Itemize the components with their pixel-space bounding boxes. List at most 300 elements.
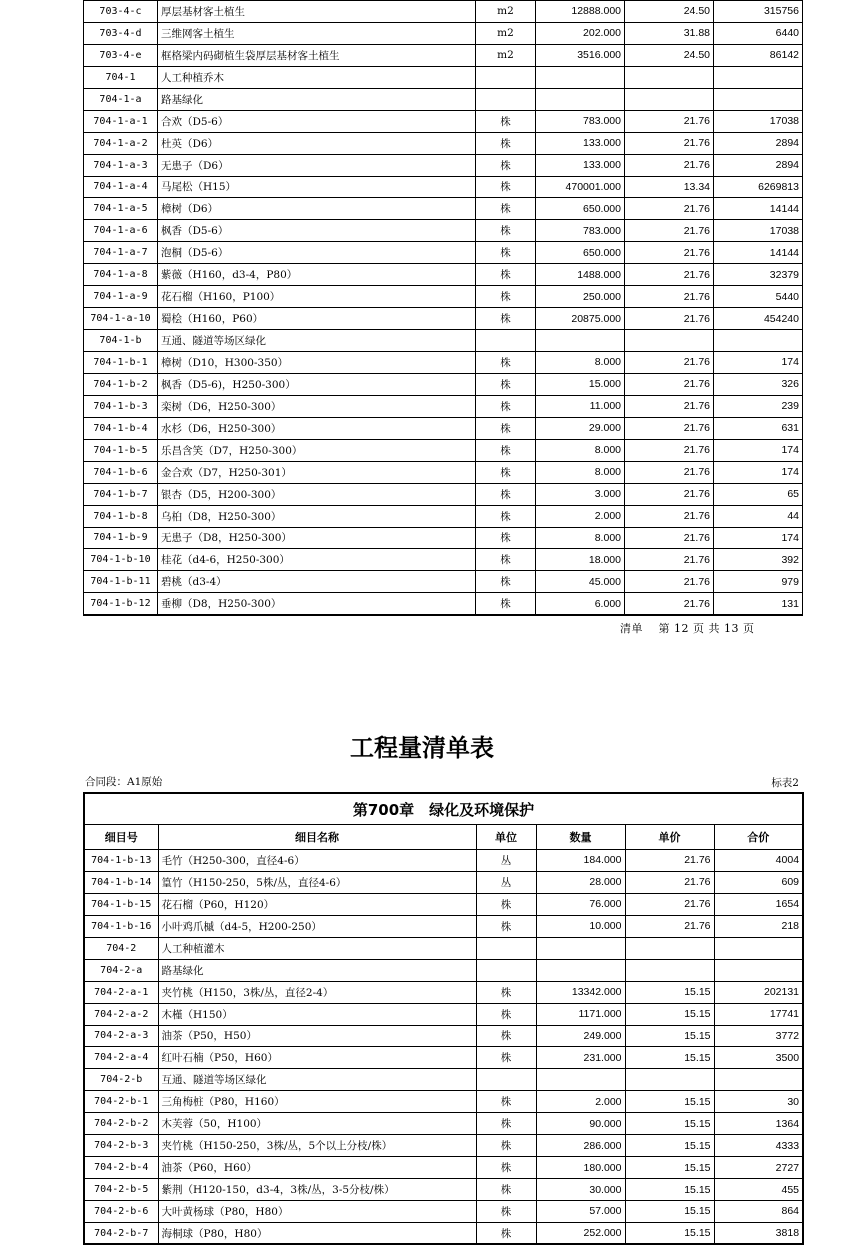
cell-unit: 株 — [476, 571, 536, 593]
cell-code: 704-2-a-1 — [84, 981, 158, 1003]
table-row — [84, 850, 803, 872]
cell-code: 704-1-a-6 — [84, 220, 158, 242]
cell-qty: 57.000 — [536, 1201, 625, 1223]
quantity-table-page-13 — [83, 792, 804, 1245]
cell-qty — [536, 1069, 625, 1091]
cell-code: 704-2-a-2 — [84, 1003, 158, 1025]
cell-code: 704-1-b-2 — [84, 373, 158, 395]
cell-total: 30 — [714, 1091, 803, 1113]
cell-qty — [536, 959, 625, 981]
cell-qty: 184.000 — [536, 850, 625, 872]
cell-name: 红叶石楠（P50，H60） — [158, 1047, 476, 1069]
cell-price: 15.15 — [625, 1201, 714, 1223]
cell-price: 15.15 — [625, 1135, 714, 1157]
chapter-row — [84, 793, 803, 825]
cell-price: 21.76 — [625, 461, 714, 483]
cell-price: 21.76 — [625, 483, 714, 505]
cell-unit: 株 — [476, 154, 536, 176]
cell-price: 21.76 — [625, 132, 714, 154]
cell-code: 704-1-b-14 — [84, 871, 158, 893]
cell-price: 31.88 — [625, 22, 714, 44]
table-row — [84, 527, 803, 549]
cell-price: 15.15 — [625, 981, 714, 1003]
cell-total: 5440 — [714, 286, 803, 308]
cell-total: 6440 — [714, 22, 803, 44]
cell-code: 704-1-a-5 — [84, 198, 158, 220]
cell-unit: 株 — [476, 220, 536, 242]
cell-price: 13.34 — [625, 176, 714, 198]
cell-code: 703-4-c — [84, 1, 158, 23]
cell-price: 15.15 — [625, 1157, 714, 1179]
page-title: 工程量清单表 — [350, 734, 494, 762]
cell-code: 704-2-b-3 — [84, 1135, 158, 1157]
cell-code: 704-1-b-10 — [84, 549, 158, 571]
cell-code: 704-1-b-13 — [84, 850, 158, 872]
cell-price: 21.76 — [625, 286, 714, 308]
cell-unit: 株 — [476, 439, 536, 461]
cell-name: 小叶鸡爪槭（d4-5，H200-250） — [158, 915, 476, 937]
cell-name: 互通、隧道等场区绿化 — [158, 330, 476, 352]
cell-name: 马尾松（H15） — [158, 176, 476, 198]
cell-total: 3772 — [714, 1025, 803, 1047]
cell-price: 21.76 — [625, 549, 714, 571]
cell-unit: 株 — [476, 110, 536, 132]
cell-price: 15.15 — [625, 1047, 714, 1069]
cell-name: 枫香（D5-6)，H250-300） — [158, 373, 476, 395]
cell-price: 24.50 — [625, 44, 714, 66]
table-row — [84, 871, 803, 893]
table-row — [84, 439, 803, 461]
cell-qty: 3516.000 — [536, 44, 625, 66]
cell-price: 21.76 — [625, 439, 714, 461]
cell-total: 392 — [714, 549, 803, 571]
cell-code: 704-2-b-7 — [84, 1222, 158, 1244]
table-row — [84, 505, 803, 527]
cell-unit: 株 — [476, 1003, 536, 1025]
cell-unit — [476, 937, 536, 959]
cell-price: 21.76 — [625, 154, 714, 176]
cell-price: 15.15 — [625, 1003, 714, 1025]
table-row — [84, 937, 803, 959]
cell-qty: 11.000 — [536, 395, 625, 417]
cell-total: 864 — [714, 1201, 803, 1223]
cell-name: 桂花（d4-6，H250-300） — [158, 549, 476, 571]
cell-name: 紫薇（H160，d3-4，P80） — [158, 264, 476, 286]
header-unit: 单位 — [476, 825, 536, 850]
cell-code: 704-1-b-4 — [84, 417, 158, 439]
cell-total: 174 — [714, 527, 803, 549]
cell-unit: 株 — [476, 1157, 536, 1179]
cell-name: 乌桕（D8，H250-300） — [158, 505, 476, 527]
cell-price: 21.76 — [625, 593, 714, 615]
table-row — [84, 959, 803, 981]
cell-name: 三维网客土植生 — [158, 22, 476, 44]
table-row — [84, 22, 803, 44]
header-code: 细目号 — [84, 825, 158, 850]
page-footer: 清单 第 12 页 共 13 页 — [620, 622, 755, 635]
table-row — [84, 198, 803, 220]
column-header-row — [84, 825, 803, 850]
table-row — [84, 1003, 803, 1025]
cell-total: 454240 — [714, 308, 803, 330]
cell-price — [625, 959, 714, 981]
cell-total: 239 — [714, 395, 803, 417]
cell-total: 3818 — [714, 1222, 803, 1244]
cell-code: 704-2-b-6 — [84, 1201, 158, 1223]
table-row — [84, 176, 803, 198]
cell-total: 131 — [714, 593, 803, 615]
cell-name: 油茶（P60，H60） — [158, 1157, 476, 1179]
cell-code: 704-1-a-3 — [84, 154, 158, 176]
cell-name: 人工种植乔木 — [158, 66, 476, 88]
cell-total — [714, 66, 803, 88]
table-row — [84, 308, 803, 330]
chapter-title: 第700章 绿化及环境保护 — [84, 793, 803, 825]
contract-section: 合同段：A1原始 — [85, 776, 163, 788]
cell-qty — [536, 88, 625, 110]
cell-qty: 29.000 — [536, 417, 625, 439]
cell-qty: 8.000 — [536, 527, 625, 549]
cell-code: 704-1-a-4 — [84, 176, 158, 198]
cell-price: 21.76 — [625, 220, 714, 242]
cell-unit: 株 — [476, 1201, 536, 1223]
cell-code: 704-1-a-9 — [84, 286, 158, 308]
cell-qty: 76.000 — [536, 893, 625, 915]
table-row — [84, 264, 803, 286]
cell-name: 路基绿化 — [158, 88, 476, 110]
cell-total: 174 — [714, 439, 803, 461]
cell-unit: 株 — [476, 915, 536, 937]
cell-total: 17038 — [714, 220, 803, 242]
cell-unit: 株 — [476, 1135, 536, 1157]
cell-code: 704-2-b-4 — [84, 1157, 158, 1179]
cell-unit: m2 — [476, 22, 536, 44]
cell-unit: 株 — [476, 308, 536, 330]
cell-name: 油茶（P50，H50） — [158, 1025, 476, 1047]
cell-price: 21.76 — [625, 264, 714, 286]
cell-qty — [536, 66, 625, 88]
cell-qty: 8.000 — [536, 439, 625, 461]
cell-name: 互通、隧道等场区绿化 — [158, 1069, 476, 1091]
cell-qty: 90.000 — [536, 1113, 625, 1135]
cell-code: 704-1-b-11 — [84, 571, 158, 593]
table-row — [84, 1091, 803, 1113]
cell-name: 无患子（D8，H250-300） — [158, 527, 476, 549]
header-price: 单价 — [625, 825, 714, 850]
cell-qty: 250.000 — [536, 286, 625, 308]
cell-qty: 133.000 — [536, 154, 625, 176]
cell-unit: 株 — [476, 198, 536, 220]
cell-unit: 株 — [476, 132, 536, 154]
cell-qty: 202.000 — [536, 22, 625, 44]
cell-unit — [476, 959, 536, 981]
cell-code: 704-1-a — [84, 88, 158, 110]
cell-qty: 252.000 — [536, 1222, 625, 1244]
cell-price: 15.15 — [625, 1091, 714, 1113]
cell-qty: 650.000 — [536, 242, 625, 264]
header-qty: 数量 — [536, 825, 625, 850]
table-row — [84, 132, 803, 154]
cell-price: 15.15 — [625, 1025, 714, 1047]
cell-total: 2894 — [714, 132, 803, 154]
cell-unit: 株 — [476, 483, 536, 505]
cell-name: 海桐球（P80，H80） — [158, 1222, 476, 1244]
table-row — [84, 88, 803, 110]
cell-price: 21.76 — [625, 505, 714, 527]
cell-name: 杜英（D6） — [158, 132, 476, 154]
cell-total — [714, 959, 803, 981]
cell-code: 704-1-b-16 — [84, 915, 158, 937]
cell-qty: 286.000 — [536, 1135, 625, 1157]
cell-price: 21.76 — [625, 527, 714, 549]
cell-code: 704-1-b-12 — [84, 593, 158, 615]
cell-price: 21.76 — [625, 871, 714, 893]
cell-code: 704-1-a-1 — [84, 110, 158, 132]
cell-qty: 231.000 — [536, 1047, 625, 1069]
table-row — [84, 352, 803, 374]
cell-total — [714, 330, 803, 352]
quantity-table-page-12 — [83, 0, 803, 616]
cell-code: 704-1-b-9 — [84, 527, 158, 549]
cell-code: 704-1-a-8 — [84, 264, 158, 286]
cell-code: 704-2-b-2 — [84, 1113, 158, 1135]
cell-total: 14144 — [714, 242, 803, 264]
cell-unit: 株 — [476, 1179, 536, 1201]
cell-code: 704-2 — [84, 937, 158, 959]
cell-unit: 株 — [476, 893, 536, 915]
cell-unit — [476, 330, 536, 352]
cell-unit — [476, 88, 536, 110]
cell-price: 21.76 — [625, 242, 714, 264]
cell-unit: 株 — [476, 1047, 536, 1069]
cell-unit: 株 — [476, 352, 536, 374]
cell-total: 609 — [714, 871, 803, 893]
table-row — [84, 483, 803, 505]
table-row — [84, 461, 803, 483]
cell-name: 花石榴（P60，H120） — [158, 893, 476, 915]
cell-price: 21.76 — [625, 915, 714, 937]
cell-code: 704-1 — [84, 66, 158, 88]
cell-price: 15.15 — [625, 1222, 714, 1244]
table-row — [84, 286, 803, 308]
cell-qty: 8.000 — [536, 461, 625, 483]
cell-qty: 783.000 — [536, 220, 625, 242]
cell-price — [625, 937, 714, 959]
cell-qty: 20875.000 — [536, 308, 625, 330]
cell-total: 65 — [714, 483, 803, 505]
cell-name: 夹竹桃（H150-250，3株/丛，5个以上分枝/株） — [158, 1135, 476, 1157]
cell-name: 夹竹桃（H150，3株/丛，直径2-4） — [158, 981, 476, 1003]
cell-code: 704-2-b — [84, 1069, 158, 1091]
cell-total: 174 — [714, 352, 803, 374]
cell-qty: 2.000 — [536, 1091, 625, 1113]
header-name: 细目名称 — [158, 825, 476, 850]
cell-code: 704-1-a-2 — [84, 132, 158, 154]
cell-unit: 株 — [476, 527, 536, 549]
cell-total: 979 — [714, 571, 803, 593]
table-row — [84, 395, 803, 417]
table-row — [84, 417, 803, 439]
cell-total: 218 — [714, 915, 803, 937]
cell-qty: 133.000 — [536, 132, 625, 154]
cell-name: 木芙蓉（50，H100） — [158, 1113, 476, 1135]
cell-price: 21.76 — [625, 308, 714, 330]
table-row — [84, 1157, 803, 1179]
cell-unit: 株 — [476, 505, 536, 527]
cell-qty: 15.000 — [536, 373, 625, 395]
cell-total: 44 — [714, 505, 803, 527]
cell-name: 人工种植灌木 — [158, 937, 476, 959]
cell-total: 174 — [714, 461, 803, 483]
cell-code: 704-1-b-6 — [84, 461, 158, 483]
table-row — [84, 242, 803, 264]
table-row — [84, 220, 803, 242]
cell-price: 21.76 — [625, 198, 714, 220]
cell-qty — [536, 937, 625, 959]
cell-name: 无患子（D6） — [158, 154, 476, 176]
cell-qty: 1488.000 — [536, 264, 625, 286]
cell-qty: 30.000 — [536, 1179, 625, 1201]
cell-unit: 株 — [476, 1113, 536, 1135]
cell-total: 4004 — [714, 850, 803, 872]
cell-price: 21.76 — [625, 110, 714, 132]
cell-total: 2894 — [714, 154, 803, 176]
cell-unit: m2 — [476, 44, 536, 66]
cell-total: 2727 — [714, 1157, 803, 1179]
cell-unit — [476, 1069, 536, 1091]
cell-name: 篁竹（H150-250，5株/丛，直径4-6） — [158, 871, 476, 893]
cell-qty: 2.000 — [536, 505, 625, 527]
cell-unit: 株 — [476, 461, 536, 483]
cell-unit: 株 — [476, 264, 536, 286]
cell-total: 6269813 — [714, 176, 803, 198]
cell-price: 21.76 — [625, 352, 714, 374]
table-row — [84, 1201, 803, 1223]
cell-name: 碧桃（d3-4） — [158, 571, 476, 593]
cell-total: 3500 — [714, 1047, 803, 1069]
cell-qty: 10.000 — [536, 915, 625, 937]
cell-code: 703-4-e — [84, 44, 158, 66]
cell-qty: 249.000 — [536, 1025, 625, 1047]
table-row — [84, 1047, 803, 1069]
cell-qty: 13342.000 — [536, 981, 625, 1003]
table-row — [84, 330, 803, 352]
cell-total: 14144 — [714, 198, 803, 220]
table-row — [84, 549, 803, 571]
form-number: 标表2 — [771, 777, 799, 789]
cell-code: 704-1-b-1 — [84, 352, 158, 374]
cell-price: 21.76 — [625, 373, 714, 395]
table-row — [84, 1222, 803, 1244]
cell-total — [714, 88, 803, 110]
cell-price: 21.76 — [625, 571, 714, 593]
cell-name: 垂柳（D8，H250-300） — [158, 593, 476, 615]
cell-name: 银杏（D5，H200-300） — [158, 483, 476, 505]
table-row — [84, 593, 803, 615]
table-row — [84, 1113, 803, 1135]
cell-unit: 株 — [476, 286, 536, 308]
table-row — [84, 915, 803, 937]
cell-qty: 783.000 — [536, 110, 625, 132]
cell-qty: 1171.000 — [536, 1003, 625, 1025]
cell-price: 21.76 — [625, 417, 714, 439]
cell-name: 蜀桧（H160，P60） — [158, 308, 476, 330]
cell-code: 704-1-b-7 — [84, 483, 158, 505]
cell-name: 水杉（D6，H250-300） — [158, 417, 476, 439]
cell-name: 栾树（D6，H250-300） — [158, 395, 476, 417]
cell-price: 21.76 — [625, 893, 714, 915]
cell-total: 1654 — [714, 893, 803, 915]
cell-code: 704-1-a-10 — [84, 308, 158, 330]
table-row — [84, 981, 803, 1003]
cell-unit: 株 — [476, 981, 536, 1003]
cell-unit: 株 — [476, 1025, 536, 1047]
cell-unit: 株 — [476, 176, 536, 198]
cell-unit: 株 — [476, 417, 536, 439]
cell-name: 花石榴（H160，P100） — [158, 286, 476, 308]
cell-qty: 470001.000 — [536, 176, 625, 198]
cell-qty: 8.000 — [536, 352, 625, 374]
table-row — [84, 373, 803, 395]
cell-unit: 株 — [476, 373, 536, 395]
cell-total: 4333 — [714, 1135, 803, 1157]
cell-unit: 株 — [476, 1091, 536, 1113]
table-row — [84, 893, 803, 915]
cell-qty: 18.000 — [536, 549, 625, 571]
cell-price: 24.50 — [625, 1, 714, 23]
cell-total: 631 — [714, 417, 803, 439]
header-total: 合价 — [714, 825, 803, 850]
cell-unit: 丛 — [476, 871, 536, 893]
cell-name: 三角梅桩（P80，H160） — [158, 1091, 476, 1113]
cell-qty: 12888.000 — [536, 1, 625, 23]
cell-name: 枫香（D5-6） — [158, 220, 476, 242]
cell-code: 704-1-b — [84, 330, 158, 352]
cell-name: 厚层基材客土植生 — [158, 1, 476, 23]
cell-code: 703-4-d — [84, 22, 158, 44]
cell-code: 704-1-a-7 — [84, 242, 158, 264]
table-row — [84, 1, 803, 23]
cell-qty: 3.000 — [536, 483, 625, 505]
cell-price: 15.15 — [625, 1113, 714, 1135]
cell-total: 326 — [714, 373, 803, 395]
cell-code: 704-1-b-5 — [84, 439, 158, 461]
cell-unit: 丛 — [476, 850, 536, 872]
table-row — [84, 1135, 803, 1157]
cell-price: 15.15 — [625, 1179, 714, 1201]
cell-code: 704-2-a-3 — [84, 1025, 158, 1047]
table-row — [84, 110, 803, 132]
cell-name: 合欢（D5-6） — [158, 110, 476, 132]
cell-name: 框格梁内码砌植生袋厚层基材客土植生 — [158, 44, 476, 66]
table-row — [84, 1179, 803, 1201]
cell-unit: 株 — [476, 593, 536, 615]
cell-name: 泡桐（D5-6） — [158, 242, 476, 264]
cell-name: 路基绿化 — [158, 959, 476, 981]
cell-code: 704-2-b-5 — [84, 1179, 158, 1201]
table-row — [84, 154, 803, 176]
cell-total: 315756 — [714, 1, 803, 23]
cell-name: 金合欢（D7，H250-301） — [158, 461, 476, 483]
cell-name: 乐昌含笑（D7，H250-300） — [158, 439, 476, 461]
cell-qty: 28.000 — [536, 871, 625, 893]
cell-name: 木槿（H150） — [158, 1003, 476, 1025]
cell-name: 樟树（D6） — [158, 198, 476, 220]
cell-name: 紫荆（H120-150，d3-4，3株/丛，3-5分枝/株） — [158, 1179, 476, 1201]
cell-price: 21.76 — [625, 395, 714, 417]
cell-unit — [476, 66, 536, 88]
table-row — [84, 66, 803, 88]
